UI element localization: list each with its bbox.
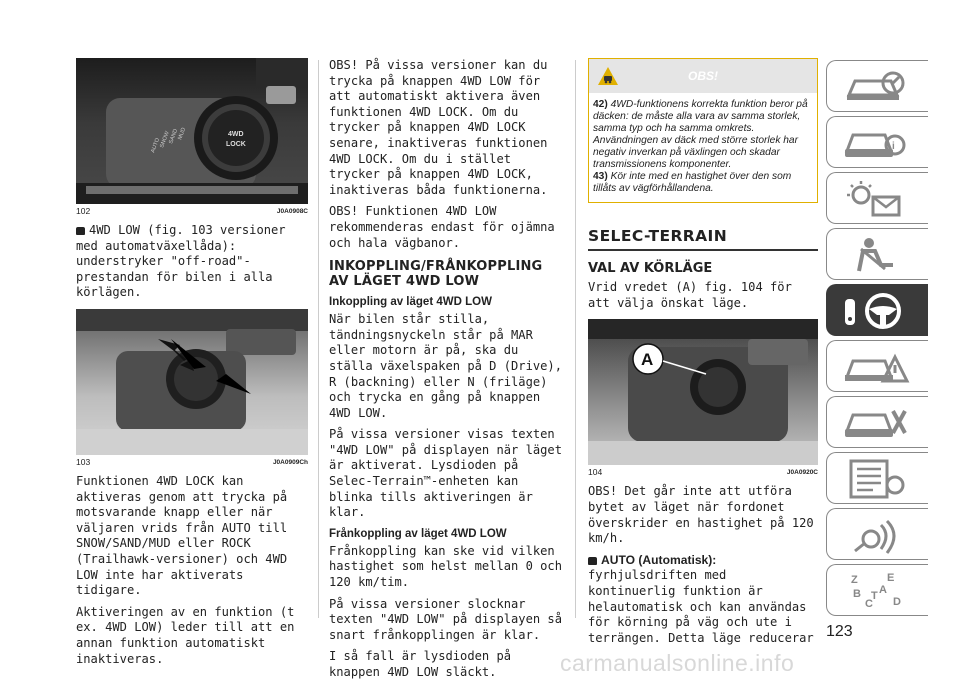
section-heading: VAL AV KÖRLÄGE [588,260,713,276]
sidebar-tab-dashboard[interactable] [826,60,928,112]
svg-text:C: C [865,598,873,610]
figure-103-photo [76,309,308,455]
paragraph: Frånkoppling kan ske vid vilken hastighet som helst mellan 0 och 120 km/tim. [329,543,562,590]
figure-code: J0A0908C [276,208,308,215]
svg-text:4WD: 4WD [228,131,244,138]
warning-body [589,93,817,202]
paragraph: AUTO (Automatisk): fyrhjulsdriften med kontinuerlig funktion är helautomatisk och kan användas för körning på väg och ute i terrängen. Detta läge reducerar [588,552,814,645]
paragraph: När bilen står stilla, tändningsnyckeln står på MAR eller motorn är på, ska du ställa växelspaken på D (Drive), R (backning) eller N (friläge) och trycka en gång på knappen 4WD LOW. [329,312,562,420]
warning-title: OBS! [688,69,718,83]
svg-text:AUTO: AUTO [150,137,162,154]
paragraph: Vrid vredet (A) fig. 104 för att välja önskat läge. [588,280,792,310]
sidebar-tab-emergency[interactable] [826,340,928,392]
figure-104-photo [588,319,818,465]
sidebar-tab-multimedia[interactable] [826,508,928,560]
paragraph: OBS! På vissa versioner kan du trycka på knappen 4WD LOW för att automatiskt aktivera även funktionen 4WD LOCK. Om du trycker på knappen 4WD LOCK senare, inaktiveras funktionen 4WD LOCK. Om du i stället trycker på knappen 4WD LOCK, inaktiveras båda funktionerna. [329,58,548,197]
callout-label: A [641,350,654,370]
multimedia-icon [841,515,913,555]
note-number: 43) [593,171,608,182]
column-2 [329,58,565,687]
section-heading: INKOPPLING/FRÅNKOPPLING AV LÄGET 4WD LOW [329,259,543,290]
svg-text:D: D [893,596,901,608]
column-1 [76,58,308,673]
terrain-knob-callout-photo [588,319,818,465]
paragraph: På vissa versioner slocknar texten "4WD LOW" på displayen så snart frånkopplingen är klar. [329,596,562,642]
sidebar-tab-car-knowledge[interactable] [826,116,928,168]
car-bullet-icon [588,557,597,565]
warning-box [588,58,818,203]
paragraph: 4WD LOW (fig. 103 versioner med automatväxellåda): understryker "off-road"-prestandan för bilen i alla körlägen. [76,223,286,300]
starting-driving-icon [841,291,913,331]
paragraph: OBS! Det går inte att utföra bytet av läget när fordonet överskrider en hastighet på 120 km/h. [588,484,814,546]
sidebar-tab-maintenance[interactable] [826,396,928,448]
terrain-knob-photo [76,58,308,204]
svg-text:i: i [892,141,895,152]
figure-103-caption [76,457,308,468]
note-text: Kör inte med en hastighet över den som tillåts av vägförhållandena. [593,171,792,194]
index-icon [841,571,913,611]
dashboard-info-icon [841,67,913,107]
svg-text:SNOW: SNOW [159,130,171,149]
subsection-heading: Inkoppling av läget 4WD LOW [329,296,492,309]
figure-number: 103 [76,456,91,467]
figure-102-photo [76,58,308,204]
subsection-heading: Frånkoppling av läget 4WD LOW [329,527,507,540]
note-number: 42) [593,99,608,110]
svg-text:LOCK: LOCK [226,141,246,148]
terrain-knob-arrows-photo [76,309,308,455]
svg-text:SAND: SAND [168,128,180,145]
svg-text:B: B [853,588,861,600]
watermark: carmanualsonline.info [560,650,795,676]
emergency-icon [841,347,913,387]
figure-number: 104 [588,467,603,478]
paragraph: OBS! Funktionen 4WD LOW rekommenderas endast för ojämna och hala vägbanor. [329,204,555,250]
sidebar-tab-index[interactable] [826,564,928,616]
sidebar-tab-safety[interactable] [826,228,928,280]
paragraph: I så fall är lysdioden på knappen 4WD LOW släckt. [329,649,512,679]
figure-code: J0A0920C [786,469,818,477]
chapter-heading: SELEC-TERRAIN [588,229,818,251]
svg-text:E: E [887,572,895,584]
lights-warning-icon [841,179,913,219]
paragraph: Funktionen 4WD LOCK kan aktiveras genom att trycka på motsvarande knapp eller när väljaren vrids från AUTO till SNOW/SAND/MUD eller ROCK (Trailhawk-versioner) och 4WD LOW inte har aktiverats tidigare. [76,473,288,598]
maintenance-icon [841,403,913,443]
sidebar-tab-lights-warning[interactable] [826,172,928,224]
svg-text:T: T [871,590,878,602]
warning-header [589,59,817,93]
column-divider-2 [575,60,576,618]
sidebar-tab-technical-data[interactable] [826,452,928,504]
car-knowledge-icon [841,123,913,163]
note-text: 4WD-funktionens korrekta funktion beror på däcken: de måste alla vara av samma storlek, samma typ och ha samma omkrets. Användningen av däck med större storlek har negativ inverkan på växlingen och skadar transmissionens komponenter. [593,99,808,170]
svg-text:A: A [879,584,887,596]
figure-102-caption [76,206,308,217]
column-3 [588,58,818,652]
column-divider-1 [318,60,319,618]
safety-airbag-icon [841,235,913,275]
car-bullet-icon [76,227,85,235]
paragraph: På vissa versioner visas texten "4WD LOW" på displayen när läget är aktiverat. Lysdioden på Selec-Terrain™-enheten kan blinka tills aktiveringen är klar. [329,427,562,520]
sidebar-tab-starting-driving[interactable] [826,284,928,336]
figure-code: J0A0909Ch [272,458,308,466]
figure-104-caption [588,467,818,478]
svg-text:Z: Z [851,574,858,586]
technical-data-icon [841,459,913,499]
paragraph: Aktiveringen av en funktion (t ex. 4WD LOW) leder till att en annan funktion automatiskt inaktiveras. [76,604,295,666]
svg-text:MUD: MUD [177,126,188,141]
figure-number: 102 [76,206,91,216]
page-number: 123 [826,623,853,640]
